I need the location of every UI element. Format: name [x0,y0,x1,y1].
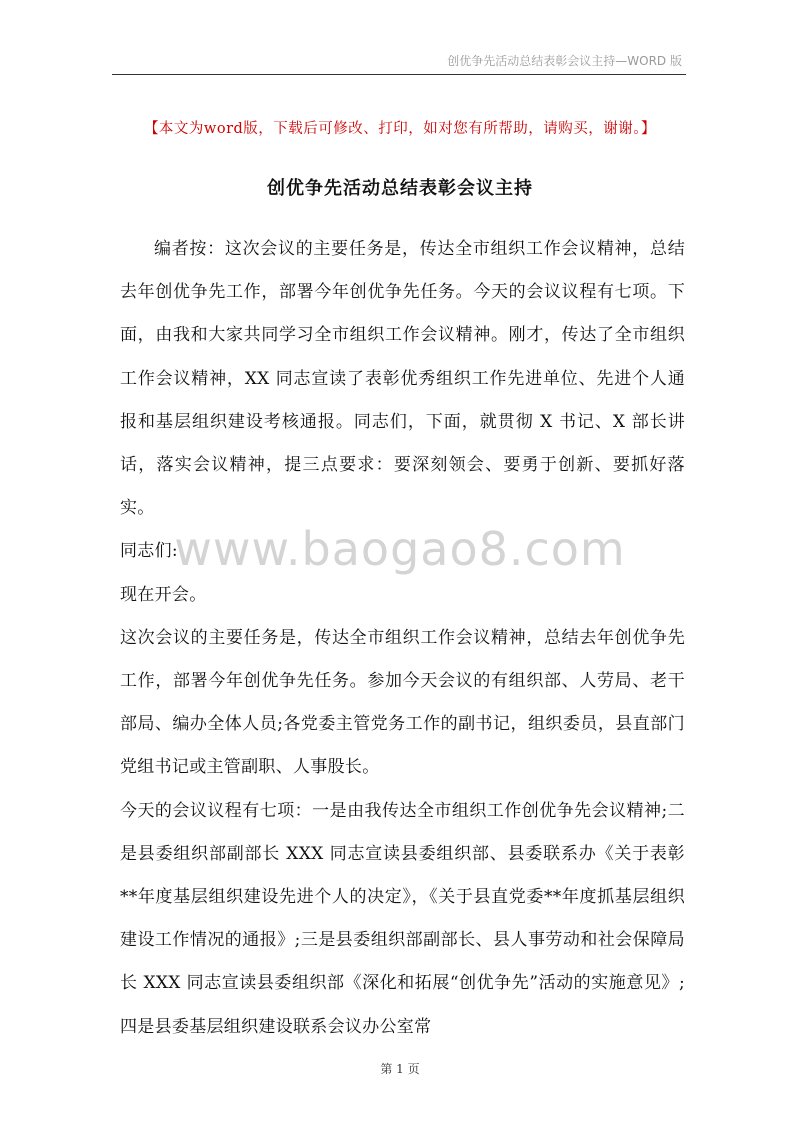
running-header: 创优争先活动总结表彰会议主持—WORD 版 [447,54,682,68]
paragraph-editor-note: 编者按：这次会议的主要任务是，传达全市组织工作会议精神，总结去年创优争先工作，部署今年创优争先任务。今天的会议议程有七项。下面，由我和大家共同学习全市组织工作会议精神。刚才，传达了全市组织工作会议精神，XX 同志宣读了表彰优秀组织工作先进单位、先进个人通报和基层组织建设考核通报。同志们，下面，就贯彻 X 书记、X 部长讲话，落实会议精神，提三点要求：要深刻领会、要勇于创新、要抓好落实。 [120,239,685,519]
page-number: 第 1 页 [380,1062,420,1076]
purchase-notice: 【本文为word版，下载后可修改、打印，如对您有所帮助，请购买，谢谢。】 [143,121,657,137]
header-divider [112,74,686,75]
paragraph-opening: 现在开会。 [120,584,207,605]
paragraph-agenda: 今天的会议议程有七项：一是由我传达全市组织工作创优争先会议精神;二是县委组织部副部长 XXX 同志宣读县委组织部、县委联系办《关于表彰**年度基层组织建设先进个人的决定》，《关于县直党委**年度抓基层组织建设工作情况的通报》;三是县委组织部副部长、县人事劳动和社会保障局长 XXX 同志宣读县委组织部《深化和拓展“创优争先”活动的实施意见》;四是县委基层组织建设联系会议办公室常 [120,800,685,1037]
document-title: 创优争先活动总结表彰会议主持 [267,178,533,199]
watermark: www.baogao8.com [174,522,626,576]
paragraph-task: 这次会议的主要任务是，传达全市组织工作会议精神，总结去年创优争先工作，部署今年创优争先任务。参加今天会议的有组织部、人劳局、老干部局、编办全体人员;各党委主管党务工作的副书记，组织委员，县直部门党组书记或主管副职、人事股长。 [120,627,685,778]
document-body [120,228,685,1049]
paragraph-salutation: 同志们: [120,541,178,562]
